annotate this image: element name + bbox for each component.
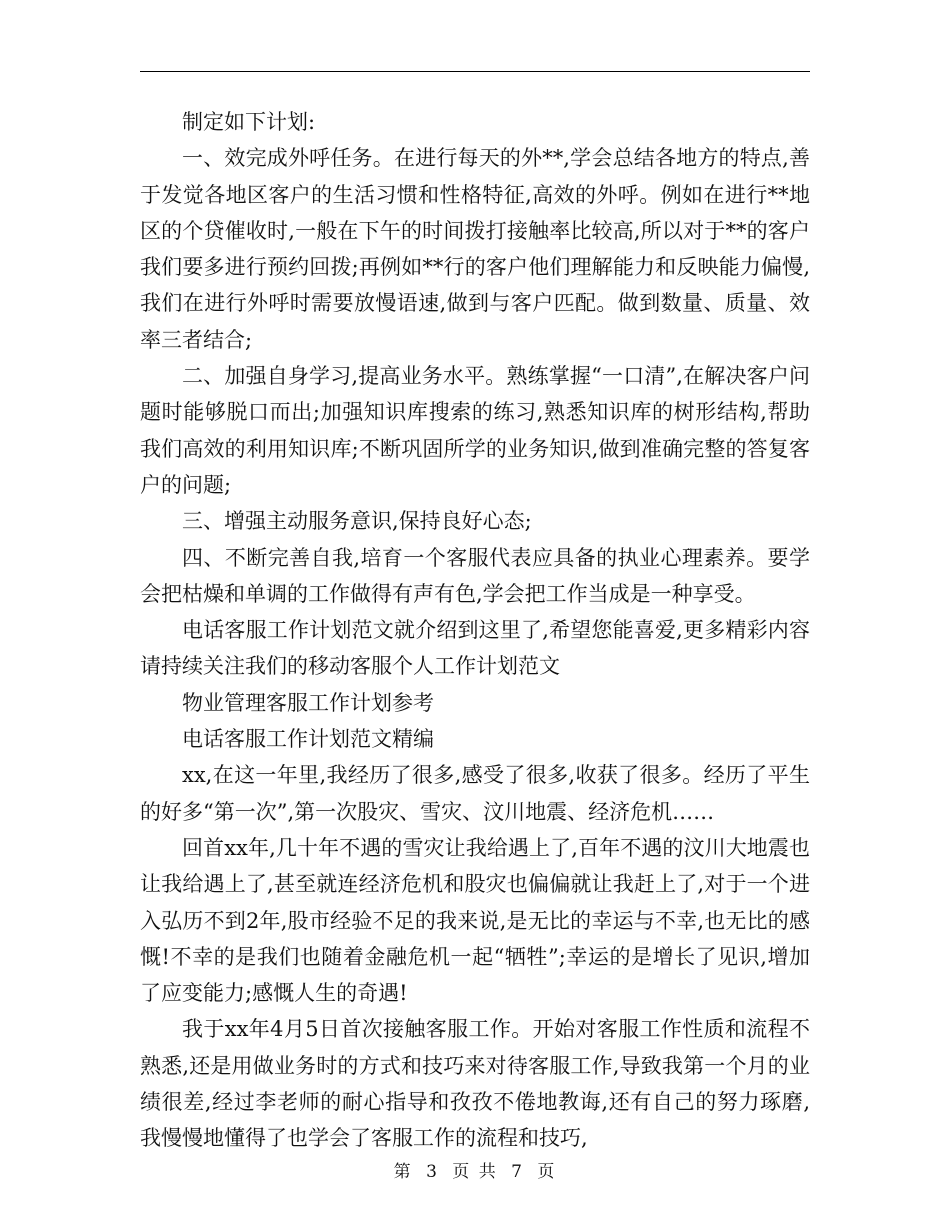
paragraph: 电话客服工作计划范文就介绍到这里了,希望您能喜爱,更多精彩内容请持续关注我们的移动客服个人工作计划范文 xyxy=(140,618,810,679)
document-body xyxy=(140,104,810,1157)
header-rule xyxy=(140,71,810,72)
paragraph: xx,在这一年里,我经历了很多,感受了很多,收获了很多。经历了平生的好多“第一次”,第一次股灾、雪灾、汶川地震、经济危机…… xyxy=(140,763,810,824)
total-pages-number: 7 xyxy=(511,1162,524,1182)
current-page-number: 3 xyxy=(426,1162,439,1182)
footer-prefix: 第 xyxy=(393,1162,413,1182)
page-footer xyxy=(0,1157,950,1182)
paragraph: 电话客服工作计划范文精编 xyxy=(182,727,434,752)
paragraph: 制定如下计划: xyxy=(182,110,316,134)
paragraph: 三、增强主动服务意识,保持良好心态; xyxy=(182,509,532,534)
paragraph: 回首xx年,几十年不遇的雪灾让我给遇上了,百年不遇的汶川大地震也让我给遇上了,甚至就连经济危机和股灾也偏偏就让我赶上了,对于一个进入弘历不到2年,股市经验不足的我来说,是无比的幸运与不幸,也无比的感慨!不幸的是我们也随着金融危机一起“牺牲”;幸运的是增长了见识,增加了应变能力;感慨人生的奇遇! xyxy=(140,835,810,1006)
paragraph: 物业管理客服工作计划参考 xyxy=(182,690,434,715)
paragraph: 一、效完成外呼任务。在进行每天的外**,学会总结各地方的特点,善于发觉各地区客户的生活习惯和性格特征,高效的外呼。例如在进行**地区的个贷催收时,一般在下午的时间拨打接触率比较高,所以对于**的客户我们要多进行预约回拨;再例如**行的客户他们理解能力和反映能力偏慢,我们在进行外呼时需要放慢语速,做到与客户匹配。做到数量、质量、效率三者结合; xyxy=(140,146,810,352)
footer-middle: 页 共 xyxy=(452,1162,498,1182)
footer-suffix: 页 xyxy=(537,1162,557,1182)
paragraph: 四、不断完善自我,培育一个客服代表应具备的执业心理素养。要学会把枯燥和单调的工作做得有声有色,学会把工作当成是一种享受。 xyxy=(140,545,810,606)
paragraph: 我于xx年4月5日首次接触客服工作。开始对客服工作性质和流程不熟悉,还是用做业务时的方式和技巧来对待客服工作,导致我第一个月的业绩很差,经过李老师的耐心指导和孜孜不倦地教诲,还有自己的努力琢磨,我慢慢地懂得了也学会了客服工作的流程和技巧, xyxy=(140,1017,810,1151)
paragraph: 二、加强自身学习,提高业务水平。熟练掌握“一口清”,在解决客户问题时能够脱口而出;加强知识库搜索的练习,熟悉知识库的树形结构,帮助我们高效的利用知识库;不断巩固所学的业务知识,做到准确完整的答复客户的问题; xyxy=(140,364,810,497)
